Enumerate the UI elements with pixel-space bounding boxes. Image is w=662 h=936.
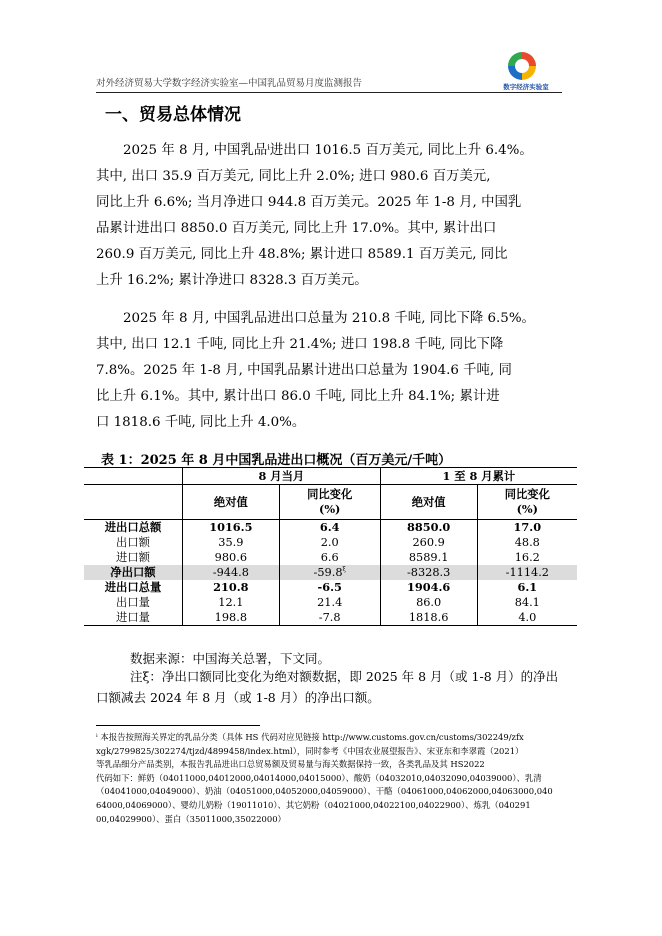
table-row: 进出口总额 1016.5 6.4 8850.0 17.0: [84, 520, 577, 536]
paragraph-trade-volume: [96, 306, 566, 436]
paragraph-line: 2025 年 8 月, 中国乳品ⁱ进出口 1016.5 百万美元, 同比上升 6.4%。: [123, 143, 533, 158]
table-row: 出口额 35.9 2.0 260.9 48.8: [84, 535, 577, 550]
footnote-line: 00,04029900）、蛋白（35011000,35022000）: [96, 813, 286, 824]
footnote-line: 代码如下：鲜奶（04011000,04012000,04014000,04015000）、酸奶（04032010,04032090,04039000）、乳清: [96, 772, 542, 783]
footnote-line: （04041000,04049000）、奶油（04051000,04052000,04059000）、干酪（04061000,04062000,04063000,040: [96, 786, 553, 797]
note-line: 口额减去 2024 年 8 月（或 1-8 月）的净出口额。: [96, 690, 380, 705]
paragraph-trade-value: [96, 138, 566, 294]
trade-summary-table: [84, 467, 577, 626]
logo-text: 数字经济实验室: [503, 83, 549, 91]
paragraph-line: 比上升 6.1%。其中, 累计出口 86.0 千吨, 同比上升 84.1%; 累计进: [96, 389, 500, 404]
paragraph-line: 同比上升 6.6%; 当月净进口 944.8 百万美元。2025 年 1-8 月, 中国乳: [96, 195, 522, 210]
col-header-yoy: 同比变化 (%): [477, 485, 577, 520]
note-mark: ξ: [342, 566, 346, 574]
col-header-abs: 绝对值: [183, 485, 280, 520]
paragraph-line: 7.8%。2025 年 1-8 月, 中国乳品累计进出口总量为 1904.6 千吨, 同: [96, 363, 512, 378]
lab-logo: [500, 52, 549, 92]
col-header-abs: 绝对值: [380, 485, 477, 520]
table-caption: 表 1：2025 年 8 月中国乳品进出口概况（百万美元/千吨）: [101, 453, 452, 468]
paragraph-line: 口 1818.6 千吨, 同比上升 4.0%。: [96, 415, 306, 430]
table-row: 进出口总量 210.8 -6.5 1904.6 6.1: [84, 580, 577, 595]
paragraph-line: 260.9 百万美元, 同比上升 48.8%; 累计进口 8589.1 百万美元, 同比: [96, 247, 508, 262]
group-header-month: 8 月当月: [183, 468, 381, 485]
table-row: 出口量 12.1 21.4 86.0 84.1: [84, 595, 577, 610]
table-row: 进口额 980.6 6.6 8589.1 16.2: [84, 550, 577, 565]
data-source: 数据来源：中国海关总署，下文同。: [130, 651, 331, 666]
note-line: 注ξ：净出口额同比变化为绝对额数据，即 2025 年 8 月（或 1-8 月）的净出: [130, 669, 559, 684]
footnote: [96, 731, 566, 826]
footnote-rule: [96, 725, 260, 726]
footnote-line: xgk/2799825/302274/tjzd/4899458/index.html），同时参考《中国农业展望报告》、宋亚东和李翠霞（2021）: [96, 745, 524, 756]
section-title: 一、贸易总体情况: [105, 105, 241, 125]
header-rule: [96, 92, 562, 93]
globe-icon: [508, 52, 536, 80]
footnote-line: ⁱ 本报告按照海关界定的乳品分类（具体 HS 代码对应见链接 http://www.customs.gov.cn/customs/302249/zfx: [96, 732, 524, 742]
table-note: [96, 666, 566, 708]
running-header: 对外经济贸易大学数字经济实验室—中国乳品贸易月度监测报告: [96, 78, 363, 89]
paragraph-line: 其中, 出口 12.1 千吨, 同比上升 21.4%; 进口 198.8 千吨, 同比下降: [96, 337, 504, 352]
footnote-line: 64000,04069000）、婴幼儿奶粉（19011010）、其它奶粉（04021000,04022100,04022900）、炼乳（040291: [96, 799, 531, 810]
paragraph-line: 2025 年 8 月, 中国乳品进出口总量为 210.8 千吨, 同比下降 6.5%。: [123, 311, 535, 326]
paragraph-line: 品累计进出口 8850.0 百万美元, 同比上升 17.0%。其中, 累计出口: [96, 221, 497, 236]
paragraph-line: 其中, 出口 35.9 百万美元, 同比上升 2.0%; 进口 980.6 百万美元,: [96, 169, 491, 184]
table-row: 净出口额 -944.8 $-59.8^\xi$ -8328.3 -1114.2: [84, 565, 577, 580]
group-header-cumulative: 1 至 8 月累计: [380, 468, 577, 485]
footnote-line: 等乳品细分产品类别，本报告乳品进出口总贸易额及贸易量与海关数据保持一致，各类乳品及其 HS2022: [96, 759, 485, 770]
col-header-yoy: 同比变化 (%): [279, 485, 380, 520]
paragraph-line: 上升 16.2%; 累计净进口 8328.3 百万美元。: [96, 273, 368, 288]
table-row: 进口量 198.8 -7.8 1818.6 4.0: [84, 610, 577, 626]
